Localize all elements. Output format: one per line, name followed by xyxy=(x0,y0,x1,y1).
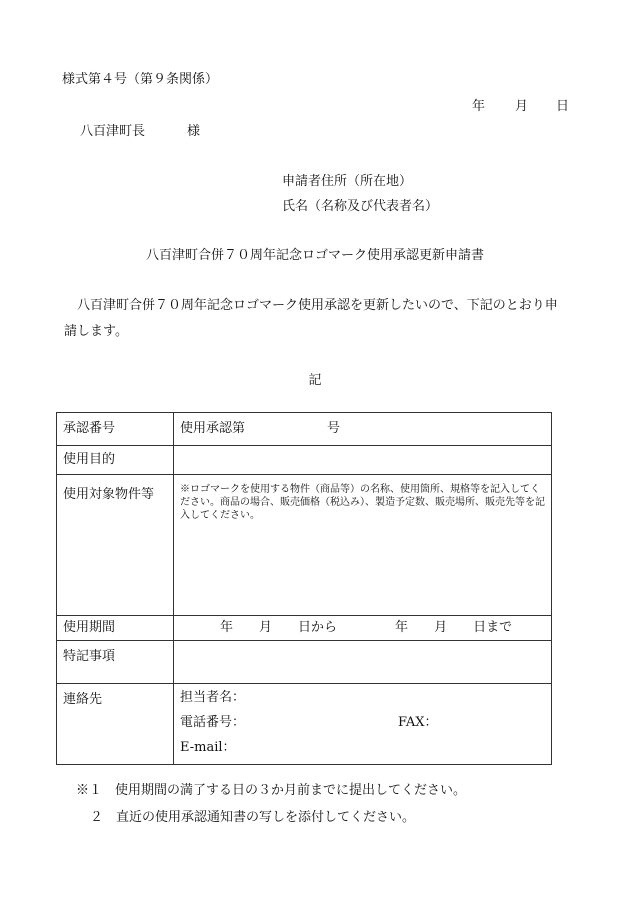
period-from-day: 日から xyxy=(298,620,338,635)
date-year-label: 年 xyxy=(472,99,486,114)
ki-heading: 記 xyxy=(308,373,322,388)
addressee xyxy=(80,120,200,139)
applicant-address-label: 申請者住所（所在地） xyxy=(282,174,413,189)
body-text: 八百津町合併７０周年記念ロゴマーク使用承認を更新したいので、下記のとおり申請します。 xyxy=(64,298,558,339)
items-note: ※ロゴマークを使用する物件（商品等）の名称、使用箇所、規格等を記入してください。商品の場合、販売価格（税込み）、製造予定数、販売場所、販売先等を記入してください。 xyxy=(180,484,545,521)
table-row-items xyxy=(57,475,552,616)
notes-label: 特記事項 xyxy=(57,641,174,684)
approval-number-label: 承認番号 xyxy=(57,413,174,446)
table-row-approval xyxy=(57,413,552,446)
application-table xyxy=(56,412,552,765)
approval-suffix: 号 xyxy=(327,421,341,436)
period-line xyxy=(180,616,545,640)
contact-phone-line xyxy=(180,713,545,738)
contact-person-label: 担当者名： xyxy=(180,690,246,705)
period-to-month: 月 xyxy=(434,620,448,635)
table-row-notes xyxy=(57,641,552,684)
contact-label: 連絡先 xyxy=(57,684,174,765)
approval-number-field[interactable] xyxy=(174,413,552,446)
contact-email-label: E-mail： xyxy=(180,740,236,755)
contact-email-line xyxy=(180,738,545,763)
period-from-year: 年 xyxy=(220,620,234,635)
table-row-purpose xyxy=(57,446,552,475)
addressee-honorific: 様 xyxy=(187,124,201,139)
table-row-period xyxy=(57,616,552,641)
table-row-contact xyxy=(57,684,552,765)
items-label: 使用対象物件等 xyxy=(57,475,174,616)
period-to-year: 年 xyxy=(395,620,409,635)
period-field[interactable] xyxy=(174,616,552,641)
period-to-day: 日まで xyxy=(473,620,513,635)
items-field[interactable] xyxy=(174,475,552,616)
notes-field[interactable] xyxy=(174,641,552,684)
purpose-field[interactable] xyxy=(174,446,552,475)
footnote-1: ※１ 使用期間の満了する日の３か月前までに提出してください。 xyxy=(76,783,467,798)
applicant-name-label: 氏名（名称及び代表者名） xyxy=(282,199,439,214)
period-from-month: 月 xyxy=(259,620,273,635)
contact-phone-label: 電話番号： xyxy=(180,715,246,730)
addressee-name: 八百津町長 xyxy=(80,124,146,139)
document-title: 八百津町合併７０周年記念ロゴマーク使用承認更新申請書 xyxy=(145,248,484,263)
contact-field[interactable] xyxy=(174,684,552,765)
period-label: 使用期間 xyxy=(57,616,174,641)
date-day-label: 日 xyxy=(556,99,570,114)
date-month-label: 月 xyxy=(515,99,529,114)
purpose-label: 使用目的 xyxy=(57,446,174,475)
contact-fax-label: FAX： xyxy=(398,715,438,730)
contact-person-line xyxy=(180,688,545,713)
form-number: 様式第４号（第９条関係） xyxy=(62,72,219,87)
approval-prefix: 使用承認第 xyxy=(180,421,246,436)
footnote-2: ２ 直近の使用承認通知書の写しを添付してください。 xyxy=(90,810,416,825)
